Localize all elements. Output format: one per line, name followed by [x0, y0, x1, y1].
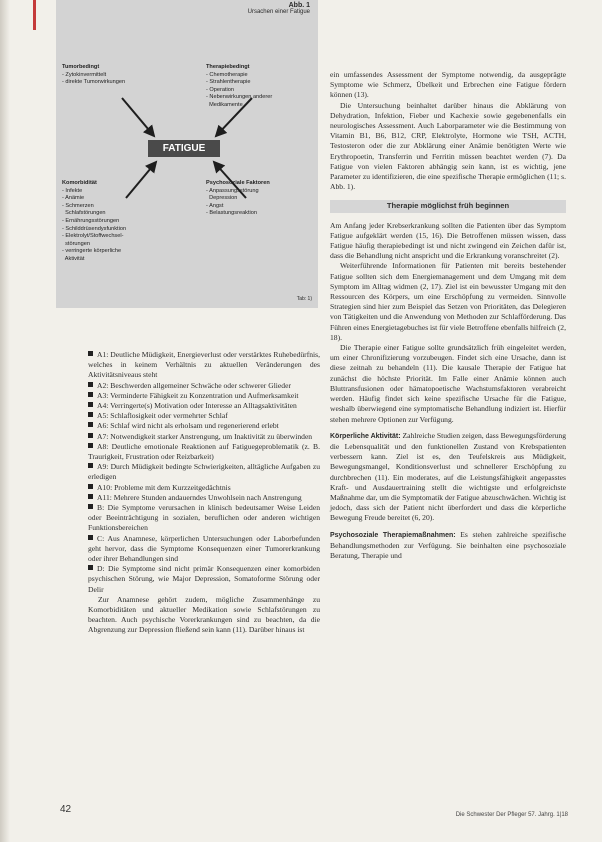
- bullet-square-icon: [88, 565, 93, 570]
- comorbid-item: - verringerte körperliche: [62, 248, 122, 255]
- section-comorbidity: [62, 180, 182, 264]
- criterion-item: D: Die Symptome sind nicht primär Konsequenzen einer komorbiden psychischen Störung, wie Major Depression, Somatoforme Störung oder Delir: [88, 564, 320, 594]
- inline-heading: Psychosoziale Therapiemaßnahmen:: [330, 531, 456, 539]
- section-psychosocial-heading: Psychosoziale Faktoren: [206, 180, 270, 186]
- comorbid-item: - Schilddrüsendysfunktion: [62, 225, 127, 232]
- psycho-item: Depression: [206, 195, 238, 202]
- comorbid-item: - Infekte: [62, 187, 83, 194]
- section-tumor: [62, 64, 182, 87]
- bullet-square-icon: [88, 443, 93, 448]
- criterion-item: A10: Probleme mit dem Kurzzeitgedächtnis: [88, 483, 320, 493]
- criterion-item: B: Die Symptome verursachen in klinisch bedeutsamer Weise Leiden oder Beeinträchtigung in sozialen, beruflichen oder anderen wichtigen Funktionsbereichen: [88, 503, 320, 533]
- paragraph: ein umfassendes Assessment der Symptome notwendig, da ausgeprägte Symptome wie Schmerz, Übelkeit und Erbrechen eine Fatigue fördern können (13).: [330, 70, 566, 100]
- bullet-square-icon: [88, 351, 93, 356]
- section-therapy-heading: Therapiebedingt: [206, 64, 250, 70]
- psycho-item: - Anpassungsstörung: [206, 187, 259, 194]
- criterion-item: A6: Schlaf wird nicht als erholsam und regenerierend erlebt: [88, 421, 320, 431]
- psycho-item: - Belastungsreaktion: [206, 210, 257, 217]
- inline-heading: Körperliche Aktivität:: [330, 432, 401, 440]
- comorbid-item: - Elektrolyt/Stoffwechsel-: [62, 233, 124, 240]
- bullet-square-icon: [88, 422, 93, 427]
- bullet-square-icon: [88, 402, 93, 407]
- criterion-item: A5: Schlaflosigkeit oder vermehrter Schlaf: [88, 411, 320, 421]
- figure-causes-of-fatigue: [56, 0, 318, 308]
- red-margin-mark: [33, 0, 36, 30]
- bullet-square-icon: [88, 392, 93, 397]
- figure-caption: Ursachen einer Fatigue: [247, 9, 310, 15]
- comorbid-item: - Ernährungsstörungen: [62, 217, 120, 224]
- right-column: [330, 70, 566, 561]
- page-number: 42: [60, 804, 72, 815]
- paragraph: Die Therapie einer Fatigue sollte grundsätzlich früh eingeleitet werden, um einer Chronifizierung vorzubeugen. Findet sich eine Ursache, dann ist diese zeitnah zu behandeln (11). Die kausale Therapie der Fatigue hat zunächst die höchste Priorität. Im Falle einer Anämie können auch Bluttransfusionen oder hämatopoetische Wachstumsfaktoren verabreicht werden. Häufig findet sich keine spezifische Ursache für die Fatigue, weshalb überwiegend eine symptomatische Behandlung indiziert ist. Hierfür stehen mehrere Optionen zur Verfügung.: [330, 343, 566, 424]
- therapy-item: - Nebenwirkungen anderer: [206, 94, 273, 101]
- criterion-item: A9: Durch Müdigkeit bedingte Schwierigkeiten, alltägliche Aufgaben zu erledigen: [88, 462, 320, 482]
- therapy-item: Medikamente: [206, 101, 243, 108]
- bullet-square-icon: [88, 382, 93, 387]
- section-psychosocial: [206, 180, 316, 218]
- criterion-item: A2: Beschwerden allgemeiner Schwäche oder schwerer Glieder: [88, 381, 320, 391]
- criterion-item: A7: Notwendigkeit starker Anstrengung, um Inaktivität zu überwinden: [88, 432, 320, 442]
- page-edge-shadow: [0, 0, 10, 842]
- therapy-item: - Strahlentherapie: [206, 79, 251, 86]
- comorbid-item: Schlafstörungen: [62, 210, 106, 217]
- section-therapy: [206, 64, 316, 110]
- figure-number: Abb. 1: [288, 2, 310, 9]
- section-comorbidity-heading: Komorbidität: [62, 180, 97, 186]
- bullet-square-icon: [88, 463, 93, 468]
- paragraph: Die Untersuchung beinhaltet darüber hinaus die Abklärung von Dehydration, Infektion, Fieber und Kachexie sowie gegebenenfalls ein neurologisches Assessment. Auch Laborparameter wie die Bestimmung von Vitamin B1, B6, B12, CRP, Elektrolyte, Hormone wie TSH, ACTH, Testosteron oder die zur Abklärung einer Anämie benötigten Werte wie Erythropoetin, Transferrin und Ferritin müssen beachtet werden (7). Da Fatigue von vielen Faktoren abhängig sein kann, ist es wichtig, jene Parameter zu identifizieren, die eine spezifische Therapie ermöglichen (11; s. Abb. 1).: [330, 100, 566, 192]
- psycho-item: - Angst: [206, 202, 224, 209]
- left-column: [88, 350, 320, 636]
- tumor-item: - direkte Tumorwirkungen: [62, 79, 126, 86]
- bullet-square-icon: [88, 412, 93, 417]
- bullet-square-icon: [88, 433, 93, 438]
- bullet-square-icon: [88, 504, 93, 509]
- paragraph: Weiterführende Informationen für Patienten mit bereits bestehender Fatigue sollten sich dem Energiemanagement und dem Umgang mit dem Symptom im Alltag widmen (2, 17). Ziel ist ein bewusster Umgang mit den Ressourcen des Körpers, um eine Erschöpfung zu vermeiden. Sinnvolle Strategien sind hier zum Beispiel das Setzen von Prioritäten, das Delegieren von Tätigkeiten und die Anwendung von Methoden zur Schlafförderung. Das Führen eines Energietagebuches ist für viele Betroffene ebenfalls hilfreich (2, 18).: [330, 261, 566, 342]
- comorbid-item: - Anämie: [62, 195, 85, 202]
- criterion-item: C: Aus Anamnese, körperlichen Untersuchungen oder Laborbefunden geht hervor, dass die Symptome Konsequenzen einer Tumorerkrankung oder ihrer Behandlungen sind: [88, 533, 320, 564]
- paragraph: Am Anfang jeder Krebserkrankung sollten die Patienten über das Symptom Fatigue aufgeklärt werden (15, 16). Die Betroffenen müssen wissen, dass Fatigue häufig therapiebedingt ist und nicht zwingend ein Zeichen dafür ist, dass die Behandlung nicht anspricht und die Erkrankung voranschreitet (2).: [330, 220, 566, 261]
- comorbid-item: störungen: [62, 240, 90, 247]
- criterion-item: A3: Verminderte Fähigkeit zu Konzentration und Aufmerksamkeit: [88, 391, 320, 401]
- closing-paragraph: Zur Anamnese gehört zudem, mögliche Zusammenhänge zu Komorbiditäten und aktueller Medikation sowie Schlafstörungen zu beachten. Auch psychische Vorerkrankungen sind zu beachten, da die Abgrenzung zur Depression fließend sein kann (11). Darüber hinaus ist: [88, 594, 320, 635]
- comorbid-item: Aktivität: [62, 255, 85, 262]
- criterion-item: A1: Deutliche Müdigkeit, Energieverlust oder verstärktes Ruhebedürfnis, welches in keinem Verhältnis zu aktuellen Veränderungen des Aktivitätsniveaus steht: [88, 350, 320, 380]
- tumor-item: - Zytokinvermittelt: [62, 71, 107, 78]
- fatigue-center-label: FATIGUE: [148, 140, 220, 157]
- paragraph-physical-activity: Körperliche Aktivität: Zahlreiche Studien zeigen, dass Bewegungsförderung die Lebensqualität und den funktionellen Zustand von Krebspatienten verbessern kann. Ziel ist es, den Teufelskreis aus Müdigkeit, Bewegungsmangel, Konditionsverlust und schnellerer Erschöpfung zu durchbrechen (11). Ein moderates, auf die Leistungsfähigkeit angepasstes Kraft- und Ausdauertraining stellt die wichtigste und erfolgreichste Maßnahme dar, um die Symptomatik der Fatigue abzuschwächen. Wichtig ist jedoch, dass sich der Patient nicht überfordert und dass die körperliche Bewegung Freude bereitet (6, 20).: [330, 430, 566, 523]
- criterion-item: A11: Mehrere Stunden andauerndes Unwohlsein nach Anstrengung: [88, 493, 320, 503]
- therapy-item: - Chemotherapie: [206, 71, 248, 78]
- paragraph-psychosocial: Psychosoziale Therapiemaßnahmen: Es stehen zahlreiche spezifische Behandlungsmethoden zur Verfügung. Sie beinhalten eine psychosoziale Beratung, Therapie und: [330, 529, 566, 560]
- figure-source: Tab: 1): [296, 296, 312, 302]
- therapy-item: - Operation: [206, 86, 234, 93]
- criterion-item: A4: Verringerte(s) Motivation oder Interesse an Alltagsaktivitäten: [88, 401, 320, 411]
- journal-footer: Die Schwester Der Pfleger 57. Jahrg. 1|18: [455, 812, 568, 818]
- comorbid-item: - Schmerzen: [62, 202, 94, 209]
- section-subheading: Therapie möglichst früh beginnen: [330, 200, 566, 212]
- section-tumor-heading: Tumorbedingt: [62, 64, 100, 70]
- bullet-square-icon: [88, 535, 93, 540]
- criterion-item: A8: Deutliche emotionale Reaktionen auf Fatiguegeproblematik (z. B. Traurigkeit, Frustration oder Reizbarkeit): [88, 441, 320, 462]
- bullet-square-icon: [88, 484, 93, 489]
- bullet-square-icon: [88, 494, 93, 499]
